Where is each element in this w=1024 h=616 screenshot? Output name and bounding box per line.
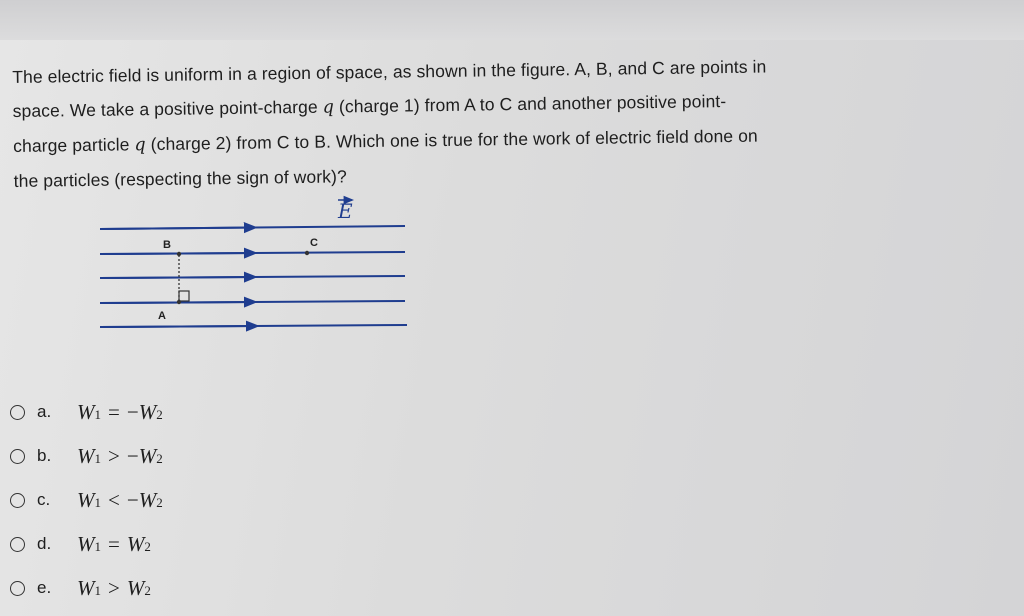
option-a-radio[interactable]: [10, 405, 25, 420]
option-d-radio[interactable]: [10, 537, 25, 552]
option-b-radio[interactable]: [10, 449, 25, 464]
option-d-expression: W 1 = W 2: [77, 531, 151, 556]
option-c-radio[interactable]: [10, 493, 25, 508]
answer-options: [10, 390, 163, 610]
question-line-4: the particles (respecting the sign of work)?: [13, 166, 347, 191]
option-c-letter: c.: [37, 490, 51, 509]
option-e[interactable]: [10, 566, 163, 610]
field-line-3-arrow: [100, 277, 255, 278]
charge-symbol: q: [322, 97, 335, 118]
question-line-2-start: space. We take a positive point-charge: [12, 96, 323, 121]
field-line-1-arrow: [100, 228, 255, 230]
option-a[interactable]: [10, 390, 163, 434]
option-b-letter: b.: [37, 446, 52, 465]
point-a-label: A: [158, 310, 166, 322]
right-angle-mark: [179, 291, 189, 301]
question-line-3-start: charge particle: [13, 134, 135, 156]
option-e-radio[interactable]: [10, 581, 25, 596]
question-line-2-end: (charge 1) from A to C and another positive point-: [333, 91, 727, 117]
field-lines: [100, 226, 407, 327]
option-e-letter: e.: [37, 578, 52, 597]
option-c[interactable]: [10, 478, 163, 522]
option-c-expression: W 1 < − W 2: [77, 487, 163, 512]
point-c-dot: [305, 251, 309, 255]
option-d-letter: d.: [37, 534, 52, 553]
option-a-expression: W 1 = − W 2: [77, 399, 163, 424]
option-b[interactable]: [10, 434, 163, 478]
field-label-e: E: [338, 199, 353, 223]
point-b-dot: [177, 252, 181, 256]
point-c-label: C: [310, 237, 318, 249]
option-a-letter: a.: [37, 402, 52, 421]
option-b-expression: W 1 > − W 2: [77, 443, 163, 468]
field-line-5-arrow: [100, 326, 257, 327]
option-e-expression: W 1 > W 2: [77, 575, 151, 600]
question-line-3-end: (charge 2) from C to B. Which one is true for the work of electric field done on: [145, 125, 758, 155]
question-line-1: The electric field is uniform in a region of space, as shown in the figure. A, B, and C are points in: [12, 56, 767, 87]
question-text: [12, 46, 1004, 198]
charge-symbol-2: q: [134, 135, 146, 156]
point-a-dot: [177, 300, 181, 304]
point-b-label: B: [163, 239, 171, 251]
screen-top-edge: [0, 0, 1024, 40]
electric-field-figure: [95, 192, 415, 342]
option-d[interactable]: [10, 522, 163, 566]
